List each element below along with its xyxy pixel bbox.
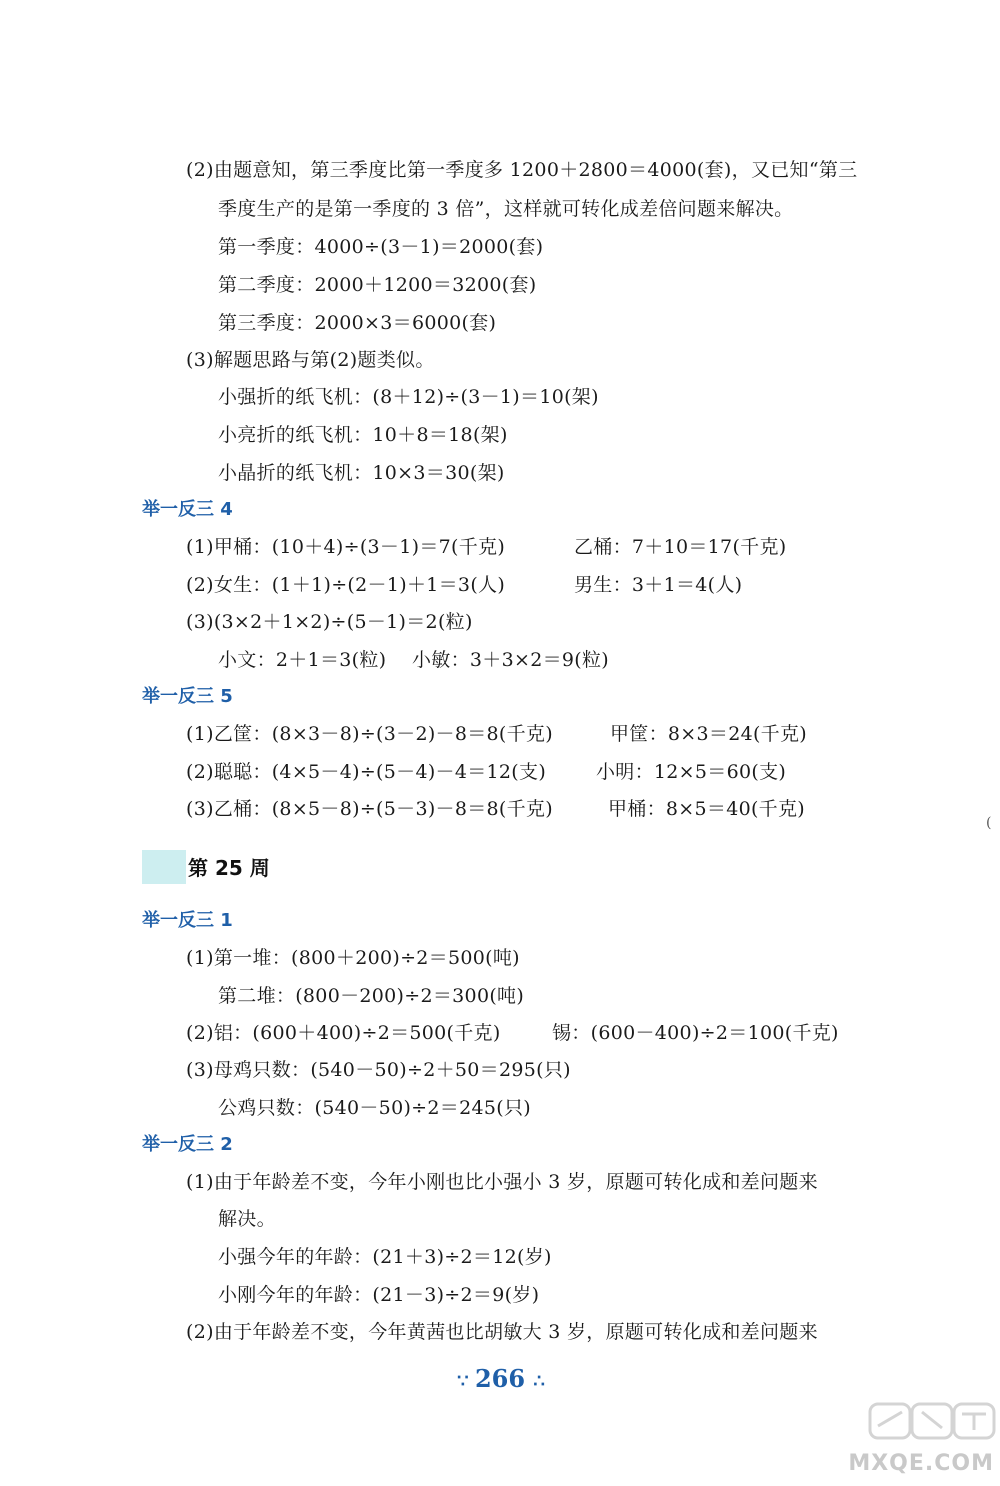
- page-edge-mark: (: [986, 815, 992, 831]
- text-line: 小刚今年的年龄：(21－3)÷2＝9(岁): [218, 1284, 540, 1306]
- text-line: 季度生产的是第一季度的 3 倍”，这样就可转化成差倍问题来解决。: [218, 198, 794, 220]
- text-line: 第二季度：2000＋1200＝3200(套): [218, 274, 537, 296]
- text-line: 第三季度：2000×3＝6000(套): [218, 312, 497, 334]
- week-title-highlight: [142, 850, 186, 884]
- decorative-dots-right: ∴: [533, 1371, 543, 1392]
- section-heading: 举一反三 5: [142, 686, 233, 707]
- text-line: (2)由题意知，第三季度比第一季度多 1200＋2800＝4000(套)，又已知“第三: [186, 159, 858, 181]
- text-line: 第二堆：(800－200)÷2＝300(吨): [218, 985, 525, 1007]
- text-line: (3)母鸡只数：(540－50)÷2＋50＝295(只): [186, 1059, 571, 1081]
- text-line: (2)女生：(1＋1)÷(2－1)＋1＝3(人): [186, 574, 506, 596]
- text-line: (2)由于年龄差不变，今年黄茜也比胡敏大 3 岁，原题可转化成和差问题来: [186, 1321, 818, 1343]
- text-line: 小敏：3＋3×2＝9(粒): [412, 649, 609, 671]
- text-line: 第一季度：4000÷(3－1)＝2000(套): [218, 236, 544, 258]
- text-line: (1)第一堆：(800＋200)÷2＝500(吨): [186, 947, 520, 969]
- section-heading: 举一反三 1: [142, 910, 233, 931]
- watermark-logo: [848, 1398, 1000, 1482]
- text-line: 小亮折的纸飞机：10＋8＝18(架): [218, 424, 508, 446]
- text-line: (1)乙筐：(8×3－8)÷(3－2)－8＝8(千克): [186, 723, 553, 745]
- text-line: 甲桶：8×5＝40(千克): [608, 798, 805, 820]
- text-line: 小晶折的纸飞机：10×3＝30(架): [218, 462, 505, 484]
- text-line: 小强今年的年龄：(21＋3)÷2＝12(岁): [218, 1246, 552, 1268]
- text-line: 小明：12×5＝60(支): [596, 761, 787, 783]
- watermark-text: MXQE.COM: [848, 1451, 994, 1476]
- text-line: 解决。: [218, 1208, 276, 1230]
- text-line: (2)铝：(600＋400)÷2＝500(千克): [186, 1022, 501, 1044]
- section-heading: 举一反三 2: [142, 1134, 233, 1155]
- text-line: 乙桶：7＋10＝17(千克): [574, 536, 787, 558]
- text-line: 小强折的纸飞机：(8＋12)÷(3－1)＝10(架): [218, 386, 599, 408]
- text-line: 甲筐：8×3＝24(千克): [610, 723, 807, 745]
- text-line: 男生：3＋1＝4(人): [574, 574, 743, 596]
- decorative-dots-left: ∵: [457, 1371, 467, 1392]
- text-line: (1)甲桶：(10＋4)÷(3－1)＝7(千克): [186, 536, 506, 558]
- text-line: 锡：(600－400)÷2＝100(千克): [552, 1022, 839, 1044]
- text-line: (1)由于年龄差不变，今年小刚也比小强小 3 岁，原题可转化成和差问题来: [186, 1171, 818, 1193]
- page-number-value: 266: [474, 1364, 526, 1393]
- week-title: 第 25 周: [188, 856, 270, 880]
- text-line: (3)乙桶：(8×5－8)÷(5－3)－8＝8(千克): [186, 798, 553, 820]
- page-number: [430, 1364, 570, 1397]
- text-line: 小文：2＋1＝3(粒): [218, 649, 387, 671]
- text-line: (3)(3×2＋1×2)÷(5－1)＝2(粒): [186, 611, 473, 633]
- text-line: (2)聪聪：(4×5－4)÷(5－4)－4＝12(支): [186, 761, 547, 783]
- text-line: (3)解题思路与第(2)题类似。: [186, 349, 435, 371]
- text-line: 公鸡只数：(540－50)÷2＝245(只): [218, 1097, 531, 1119]
- section-heading: 举一反三 4: [142, 499, 233, 520]
